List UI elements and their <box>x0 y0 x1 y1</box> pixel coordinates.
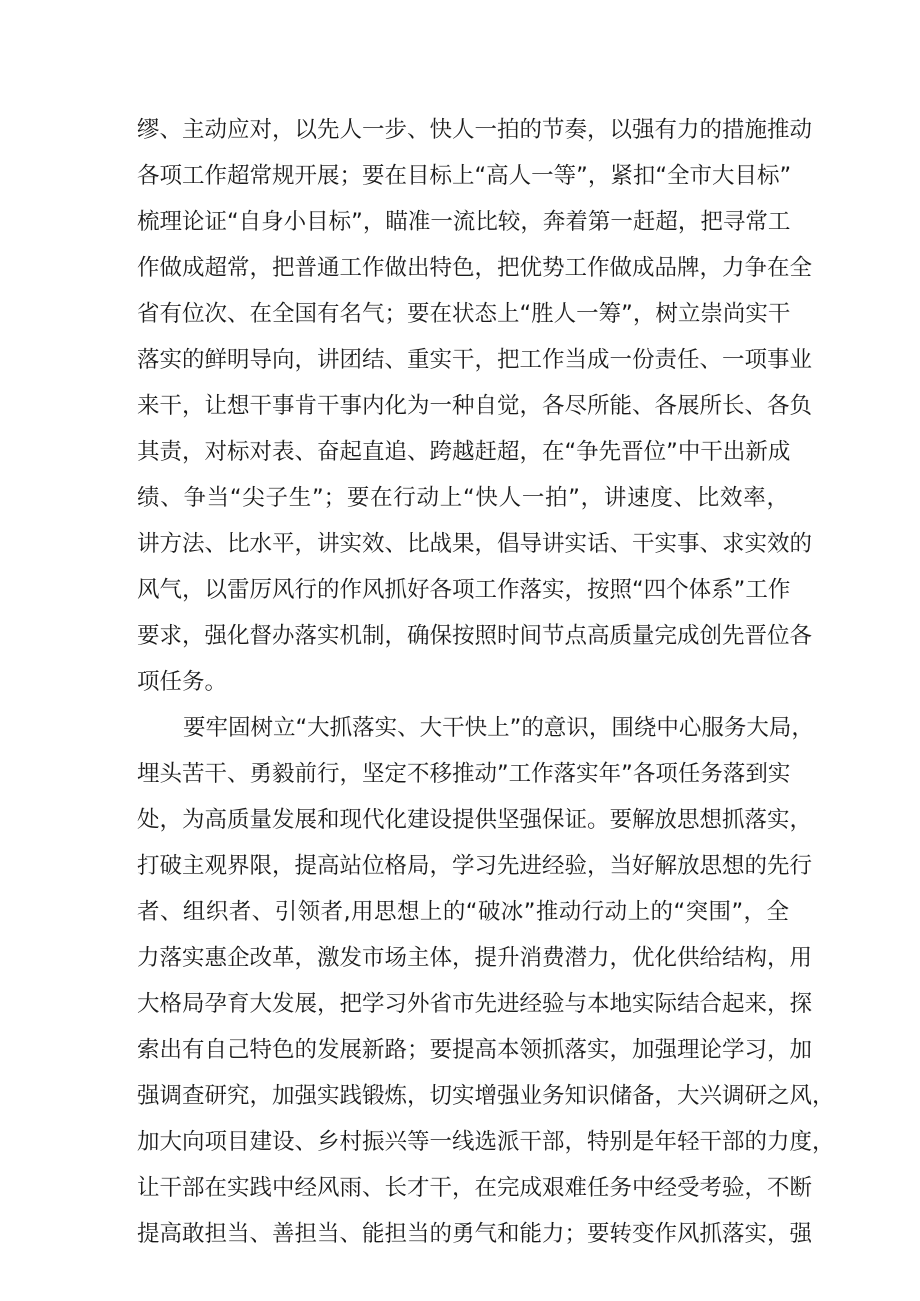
text-line: 讲方法、比水平，讲实效、比战果，倡导讲实话、干实事、求实效的 <box>137 531 813 557</box>
text-line: 提高敢担当、善担当、能担当的勇气和能力；要转变作风抓落实，强 <box>137 1221 813 1247</box>
text-line: 要求，强化督办落实机制，确保按照时间节点高质量完成创先晋位各 <box>137 623 813 649</box>
text-line: 缪、主动应对，以先人一步、快人一拍的节奏，以强有力的措施推动 <box>137 117 813 143</box>
paragraph-first-line: 要牢固树立“大抓落实、大干快上”的意识，围绕中心服务大局， <box>183 715 814 741</box>
text-line: 作做成超常，把普通工作做出特色，把优势工作做成品牌，力争在全 <box>137 255 813 281</box>
text-line: 来干，让想干事肯干事内化为一种自觉，各尽所能、各展所长、各负 <box>137 393 813 419</box>
text-line: 风气，以雷厉风行的作风抓好各项工作落实，按照“四个体系”工作 <box>137 577 791 603</box>
paragraph-end-line: 项任务。 <box>137 669 228 695</box>
text-line: 强调查研究，加强实践锻炼，切实增强业务知识储备，大兴调研之风， <box>137 1083 835 1109</box>
text-line: 其责，对标对表、奋起直追、跨越赶超，在“争先晋位”中干出新成 <box>137 439 791 465</box>
text-line: 大格局孕育大发展，把学习外省市先进经验与本地实际结合起来，探 <box>137 991 813 1017</box>
text-line: 处，为高质量发展和现代化建设提供坚强保证。要解放思想抓落实， <box>137 807 813 833</box>
text-line: 绩、争当“尖子生”；要在行动上“快人一拍”，讲速度、比效率， <box>137 485 789 511</box>
text-line: 省有位次、在全国有名气；要在状态上“胜人一筹”，树立崇尚实干 <box>137 301 791 327</box>
text-line: 让干部在实践中经风雨、长才干，在完成艰难任务中经受考验，不断 <box>137 1175 813 1201</box>
text-line: 索出有自己特色的发展新路；要提高本领抓落实，加强理论学习，加 <box>137 1037 813 1063</box>
text-line: 各项工作超常规开展；要在目标上“高人一等”，紧扣“全市大目标” <box>137 163 792 189</box>
text-line: 加大向项目建设、乡村振兴等一线选派干部，特别是年轻干部的力度， <box>137 1129 835 1155</box>
text-line: 打破主观界限，提高站位格局，学习先进经验，当好解放思想的先行 <box>137 853 813 879</box>
text-line: 者、组织者、引领者,用思想上的“破冰”推动行动上的“突围”，全 <box>137 899 789 925</box>
text-line: 梳理论证“自身小目标”，瞄准一流比较，奔着第一赶超，把寻常工 <box>137 209 791 235</box>
text-line: 落实的鲜明导向，讲团结、重实干，把工作当成一份责任、一项事业 <box>137 347 813 373</box>
text-line: 力落实惠企改革，激发市场主体，提升消费潜力，优化供给结构，用 <box>137 945 813 971</box>
text-line: 埋头苦干、勇毅前行，坚定不移推动”工作落实年”各项任务落到实 <box>137 761 791 787</box>
